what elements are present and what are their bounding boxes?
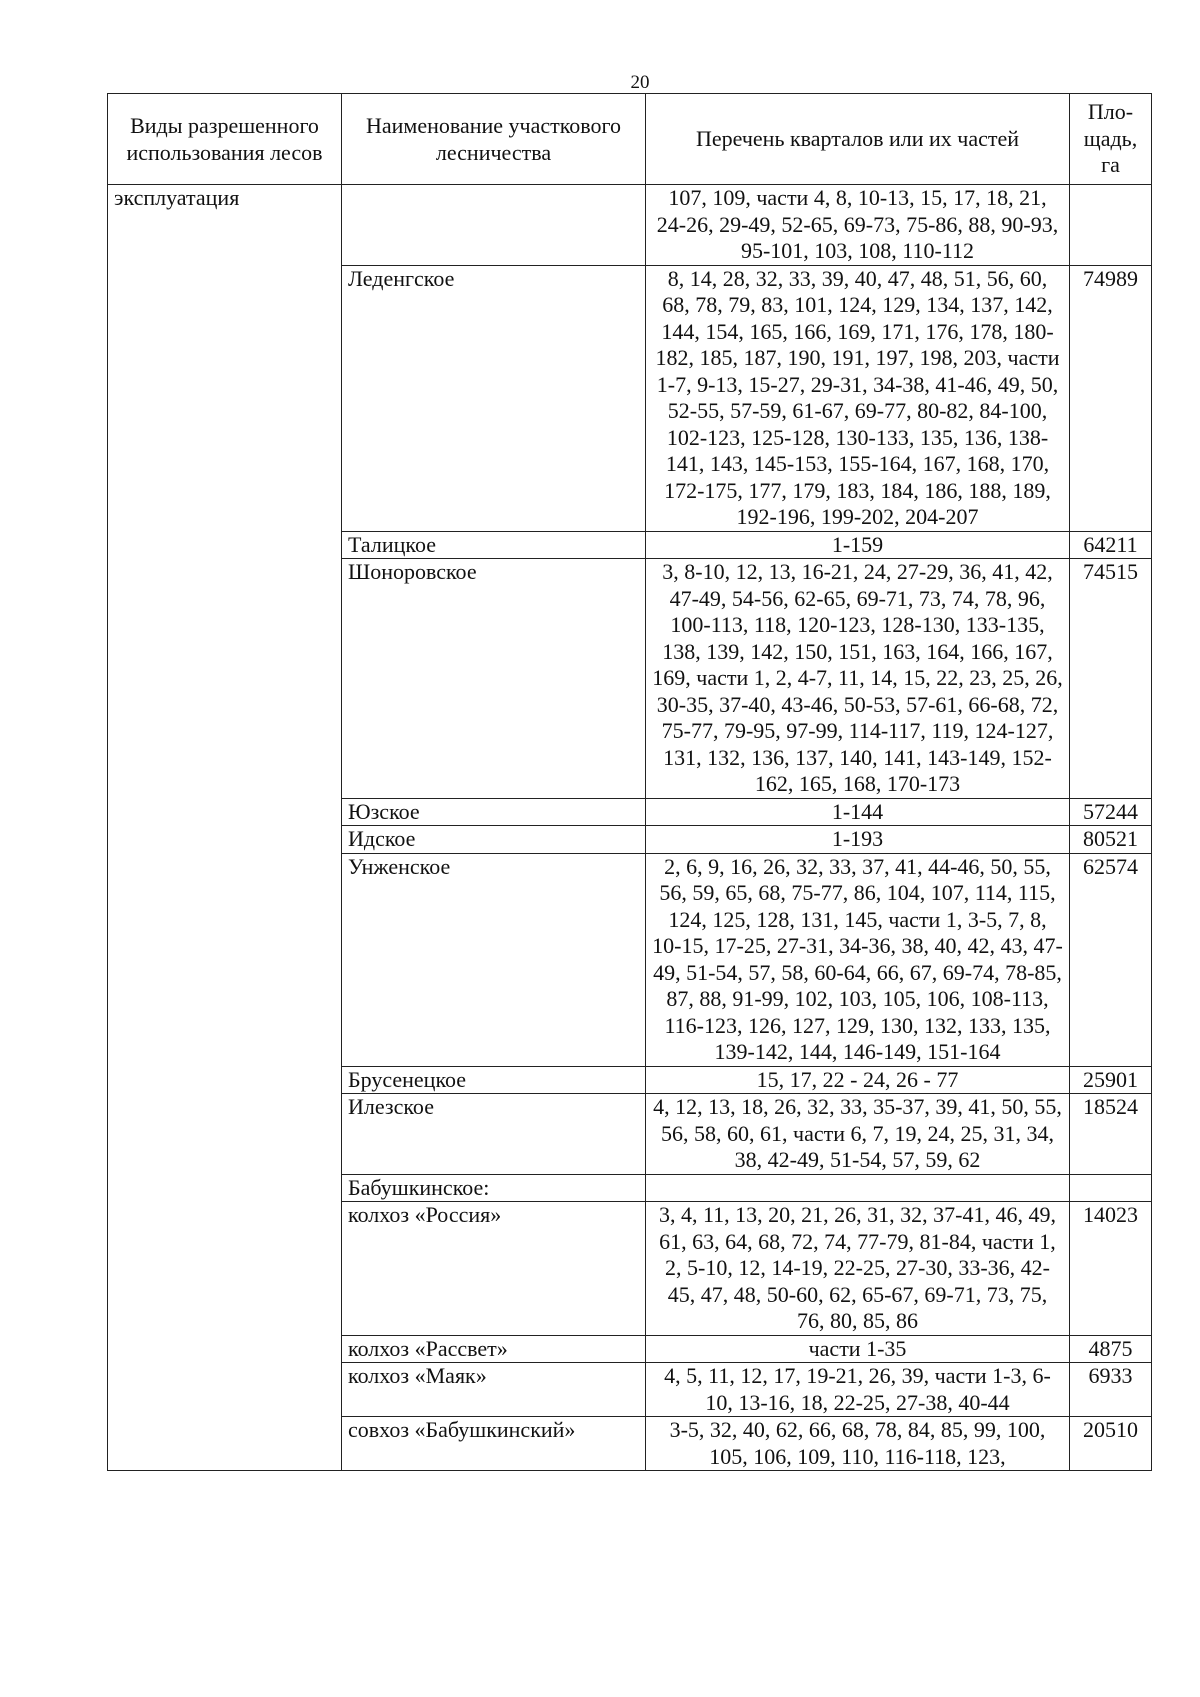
area-cell: 74989	[1070, 265, 1152, 531]
quarters-cell: 4, 12, 13, 18, 26, 32, 33, 35-37, 39, 41, 50, 55, 56, 58, 60, 61, части 6, 7, 19, 24, 25, 31, 34, 38, 42-49, 51-54, 57, 59, 62	[646, 1094, 1070, 1175]
header-forestry-name: Наименование участкового лесничества	[342, 94, 646, 185]
table-row	[108, 185, 1152, 266]
quarters-cell	[646, 1174, 1070, 1202]
forestry-name-cell: Леденгское	[342, 265, 646, 531]
forestry-name-cell: колхоз «Россия»	[342, 1202, 646, 1336]
area-cell: 18524	[1070, 1094, 1152, 1175]
forestry-name-cell: Илезское	[342, 1094, 646, 1175]
area-cell: 64211	[1070, 531, 1152, 559]
quarters-cell: 3-5, 32, 40, 62, 66, 68, 78, 84, 85, 99, 100, 105, 106, 109, 110, 116-118, 123,	[646, 1417, 1070, 1471]
forestry-name-cell: Брусенецкое	[342, 1066, 646, 1094]
forestry-name-cell: Идское	[342, 826, 646, 854]
quarters-cell: 4, 5, 11, 12, 17, 19-21, 26, 39, части 1-3, 6-10, 13-16, 18, 22-25, 27-38, 40-44	[646, 1363, 1070, 1417]
forestry-name-cell: Бабушкинское:	[342, 1174, 646, 1202]
quarters-cell: 3, 4, 11, 13, 20, 21, 26, 31, 32, 37-41, 46, 49, 61, 63, 64, 68, 72, 74, 77-79, 81-84, части 1, 2, 5-10, 12, 14-19, 22-25, 27-30, 33-36, 42-45, 47, 48, 50-60, 62, 65-67, 69-71, 73, 75, 76, 80, 85, 86	[646, 1202, 1070, 1336]
quarters-cell: 2, 6, 9, 16, 26, 32, 33, 37, 41, 44-46, 50, 55, 56, 59, 65, 68, 75-77, 86, 104, 107, 114, 115, 124, 125, 128, 131, 145, части 1, 3-5, 7, 8, 10-15, 17-25, 27-31, 34-36, 38, 40, 42, 43, 47-49, 51-54, 57, 58, 60-64, 66, 67, 69-74, 78-85, 87, 88, 91-99, 102, 103, 105, 106, 108-113, 116-123, 126, 127, 129, 130, 132, 133, 135, 139-142, 144, 146-149, 151-164	[646, 853, 1070, 1066]
forestry-name-cell: колхоз «Рассвет»	[342, 1335, 646, 1363]
forestry-name-cell: Талицкое	[342, 531, 646, 559]
area-cell: 6933	[1070, 1363, 1152, 1417]
area-cell: 20510	[1070, 1417, 1152, 1471]
use-type-cell: эксплуатация	[108, 185, 342, 1471]
quarters-cell: части 1-35	[646, 1335, 1070, 1363]
quarters-cell: 3, 8-10, 12, 13, 16-21, 24, 27-29, 36, 41, 42, 47-49, 54-56, 62-65, 69-71, 73, 74, 78, 96, 100-113, 118, 120-123, 128-130, 133-135, 138, 139, 142, 150, 151, 163, 164, 166, 167, 169, части 1, 2, 4-7, 11, 14, 15, 22, 23, 25, 26, 30-35, 37-40, 43-46, 50-53, 57-61, 66-68, 72, 75-77, 79-95, 97-99, 114-117, 119, 124-127, 131, 132, 136, 137, 140, 141, 143-149, 152-162, 165, 168, 170-173	[646, 559, 1070, 799]
header-quarters: Перечень кварталов или их частей	[646, 94, 1070, 185]
quarters-cell: 107, 109, части 4, 8, 10-13, 15, 17, 18, 21, 24-26, 29-49, 52-65, 69-73, 75-86, 88, 90-93, 95-101, 103, 108, 110-112	[646, 185, 1070, 266]
area-cell: 74515	[1070, 559, 1152, 799]
forestry-name-cell: совхоз «Бабушкинский»	[342, 1417, 646, 1471]
quarters-cell: 1-193	[646, 826, 1070, 854]
area-cell: 14023	[1070, 1202, 1152, 1336]
area-cell: 62574	[1070, 853, 1152, 1066]
forestry-name-cell: Юзское	[342, 798, 646, 826]
quarters-cell: 15, 17, 22 - 24, 26 - 77	[646, 1066, 1070, 1094]
forest-use-table	[107, 93, 1152, 1471]
header-use-type: Виды разрешенного использования лесов	[108, 94, 342, 185]
area-cell	[1070, 1174, 1152, 1202]
area-cell: 25901	[1070, 1066, 1152, 1094]
forestry-name-cell: колхоз «Маяк»	[342, 1363, 646, 1417]
table-header-row	[108, 94, 1152, 185]
area-cell: 4875	[1070, 1335, 1152, 1363]
header-area: Пло-щадь, га	[1070, 94, 1152, 185]
page-number: 20	[630, 72, 650, 93]
area-cell	[1070, 185, 1152, 266]
forestry-name-cell: Шоноровское	[342, 559, 646, 799]
forestry-name-cell: Унженское	[342, 853, 646, 1066]
quarters-cell: 1-144	[646, 798, 1070, 826]
forestry-name-cell	[342, 185, 646, 266]
quarters-cell: 8, 14, 28, 32, 33, 39, 40, 47, 48, 51, 56, 60, 68, 78, 79, 83, 101, 124, 129, 134, 137, 142, 144, 154, 165, 166, 169, 171, 176, 178, 180-182, 185, 187, 190, 191, 197, 198, 203, части 1-7, 9-13, 15-27, 29-31, 34-38, 41-46, 49, 50, 52-55, 57-59, 61-67, 69-77, 80-82, 84-100, 102-123, 125-128, 130-133, 135, 136, 138-141, 143, 145-153, 155-164, 167, 168, 170, 172-175, 177, 179, 183, 184, 186, 188, 189, 192-196, 199-202, 204-207	[646, 265, 1070, 531]
area-cell: 57244	[1070, 798, 1152, 826]
area-cell: 80521	[1070, 826, 1152, 854]
quarters-cell: 1-159	[646, 531, 1070, 559]
